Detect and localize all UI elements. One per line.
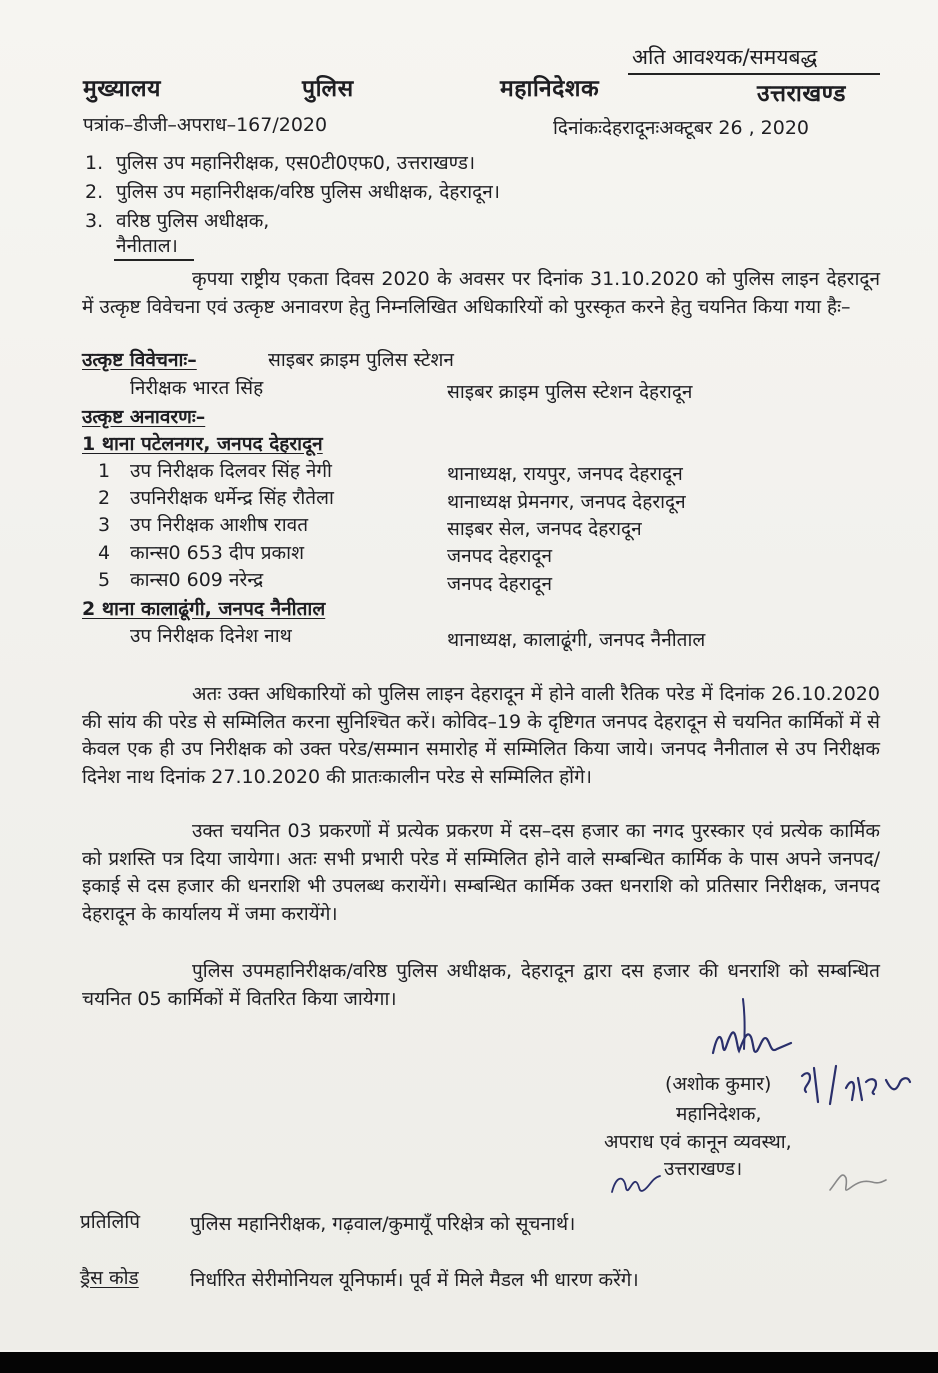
row-2-name: उपनिरीक्षक धर्मेन्द्र सिंह रौतेला [130, 487, 334, 509]
initials-scribble-right [820, 1160, 890, 1200]
signatory-state: उत्तराखण्ड। [664, 1158, 743, 1180]
priority-underline [628, 73, 880, 75]
letter-date: दिनांकःदेहरादूनःअक्टूबर 26 , 2020 [553, 117, 810, 139]
investigation-unit: साइबर क्राइम पुलिस स्टेशन [268, 349, 454, 371]
addressee-3: वरिष्ठ पुलिस अधीक्षक, [116, 210, 270, 232]
body-paragraph-1: अतः उक्त अधिकारियों को पुलिस लाइन देहरादून में होने वाली रैतिक परेड में दिनांक 26.10.2020 की सांय की परेड से सम्मिलित करना सुनिश्चित करें। कोविद–19 के दृष्टिगत जनपद देहरादून से चयनित कार्मिकों में से केवल एक ही उप निरीक्षक को उक्त परेड/सम्मान समारोह में सम्मिलित किया जाये। जनपद नैनीताल से उप निरीक्षक दिनेश नाथ दिनांक 27.10.2020 की प्रातःकालीन परेड से सम्मिलित होंगे। [82, 683, 880, 788]
row-6-name: उप निरीक्षक दिनेश नाथ [130, 625, 292, 647]
row-5-name: कान्स0 609 नरेन्द्र [130, 569, 264, 591]
dress-code-label: ड्रैस कोड [80, 1267, 139, 1289]
row-2-num: 2 [98, 487, 111, 509]
row-1-name: उप निरीक्षक दिलवर सिंह नेगी [130, 460, 332, 482]
office-word-4: उत्तराखण्ड [757, 81, 846, 107]
copy-text: पुलिस महानिरीक्षक, गढ़वाल/कुमायूँ परिक्षेत्र को सूचनार्थ। [190, 1213, 576, 1235]
addressee-3-city: नैनीताल। [116, 235, 178, 257]
initials-scribble-left [606, 1162, 666, 1202]
office-word-1: मुख्यालय [83, 76, 161, 102]
group-1-title: 1 थाना पटेलनगर, जनपद देहरादून [82, 433, 323, 455]
row-5-num: 5 [98, 569, 111, 591]
signatory-name: (अशोक कुमार) [665, 1073, 772, 1095]
bottom-bar [0, 1352, 938, 1373]
priority-label: अति आवश्यक/समयबद्ध [632, 45, 818, 69]
addressee-3-num: 3. [85, 210, 104, 232]
row-2-posting: थानाध्यक्ष प्रेमनगर, जनपद देहरादून [447, 491, 686, 513]
dress-code-text: निर्धारित सेरीमोनियल यूनिफार्म। पूर्व में मिले मैडल भी धारण करेंगे। [190, 1269, 639, 1291]
handwritten-date [796, 1058, 926, 1108]
row-6-posting: थानाध्यक्ष, कालाढूंगी, जनपद नैनीताल [447, 629, 706, 651]
body-paragraph-3: पुलिस उपमहानिरीक्षक/वरिष्ठ पुलिस अधीक्षक, देहरादून द्वारा दस हजार की धनराशि को सम्बन्धित चयनित 05 कार्मिकों में वितरित किया जायेगा। [82, 960, 880, 1010]
investigation-officer: निरीक्षक भारत सिंह [130, 377, 264, 399]
intro-paragraph: कृपया राष्ट्रीय एकता दिवस 2020 के अवसर पर दिनांक 31.10.2020 को पुलिस लाइन देहरादून में उत्कृष्ट विवेचना एवं उत्कृष्ट अनावरण हेतु निम्नलिखित अधिकारियों को पुरस्कृत करने हेतु चयनित किया गया हैः– [82, 268, 880, 318]
letter-number: पत्रांक–डीजी–अपराध–167/2020 [83, 114, 328, 136]
row-4-num: 4 [98, 542, 111, 564]
office-word-3: महानिदेशक [500, 76, 600, 102]
row-4-name: कान्स0 653 दीप प्रकाश [130, 542, 304, 564]
row-3-posting: साइबर सेल, जनपद देहरादून [447, 518, 642, 540]
body-paragraph-2: उक्त चयनित 03 प्रकरणों में प्रत्येक प्रकरण में दस–दस हजार का नगद पुरस्कार एवं प्रत्येक कार्मिक को प्रशस्ति पत्र दिया जायेगा। अतः सभी प्रभारी परेड में सम्मिलित होने वाले सम्बन्धित कार्मिक के पास अपने जनपद/इकाई से दस हजार की धनराशि भी उपलब्ध करायेंगे। सम्बन्धित कार्मिक उक्त धनराशि को प्रतिसार निरीक्षक, जनपद देहरादून के कार्यालय में जमा करायेंगे। [82, 820, 880, 925]
row-4-posting: जनपद देहरादून [447, 545, 553, 567]
row-1-posting: थानाध्यक्ष, रायपुर, जनपद देहरादून [447, 463, 683, 485]
row-1-num: 1 [98, 460, 111, 482]
addressee-1: पुलिस उप महानिरीक्षक, एस0टी0एफ0, उत्तराखण्ड। [116, 152, 476, 174]
group-2-title: 2 थाना कालाढूंगी, जनपद नैनीताल [82, 598, 326, 620]
addressee-1-num: 1. [85, 152, 104, 174]
addressee-underline [114, 259, 194, 261]
handwritten-signature [705, 995, 795, 1075]
investigation-posting: साइबर क्राइम पुलिस स्टेशन देहरादून [447, 381, 693, 403]
addressee-2: पुलिस उप महानिरीक्षक/वरिष्ठ पुलिस अधीक्षक, देहरादून। [116, 181, 500, 203]
investigation-heading: उत्कृष्ट विवेचनाः– [82, 349, 197, 371]
signatory-designation: महानिदेशक, [676, 1103, 762, 1125]
addressee-2-num: 2. [85, 181, 104, 203]
row-3-num: 3 [98, 514, 111, 536]
row-3-name: उप निरीक्षक आशीष रावत [130, 514, 309, 536]
signatory-department: अपराध एवं कानून व्यवस्था, [604, 1131, 792, 1153]
row-5-posting: जनपद देहरादून [447, 573, 553, 595]
disclosure-heading: उत्कृष्ट अनावरणः– [82, 406, 206, 428]
copy-label: प्रतिलिपि [80, 1211, 141, 1233]
office-word-2: पुलिस [302, 76, 354, 102]
